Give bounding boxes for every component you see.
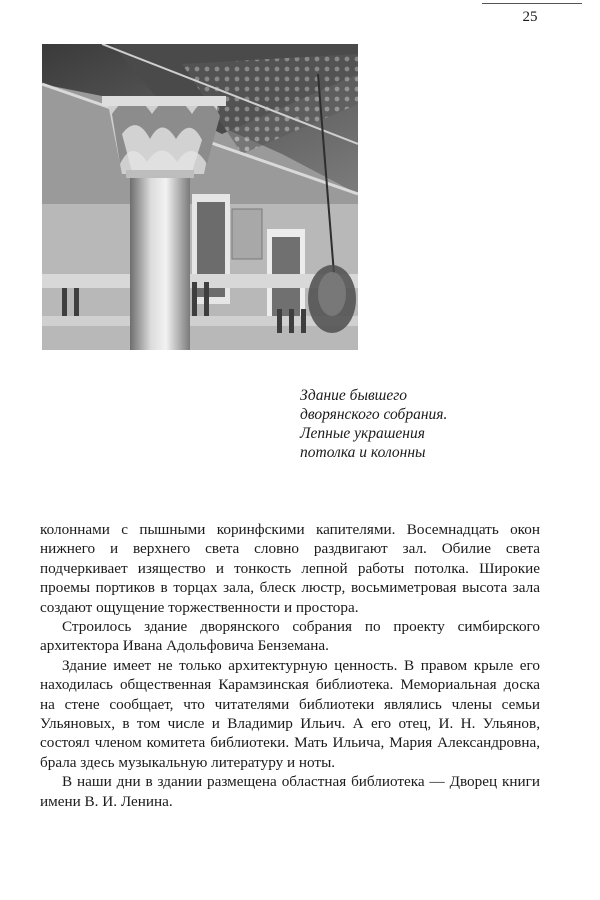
caption-line: Лепные украшения <box>300 425 425 442</box>
caption-line: потолка и колонны <box>300 444 426 461</box>
photo-caption <box>300 386 560 462</box>
body-text <box>40 520 540 811</box>
paragraph: Строилось здание дворянского собрания по проекту симбирского архитектора Ивана Адольфовича Бенземана. <box>40 618 540 655</box>
paragraph: колоннами с пышными коринфскими капителями. Восемнадцать окон нижнего и верхнего света словно раздвигают зал. Обилие света подчеркивает изящество и тонкость лепной работы потолка. Широкие проемы портиков в торцах зала, блеск люстр, восьмиметровая высота зала создают ощущение торжественности и простора. <box>40 521 540 616</box>
top-rule <box>482 3 582 4</box>
paragraph: В наши дни в здании размещена областная библиотека — Дворец книги имени В. И. Ленина. <box>40 773 540 810</box>
column-capital-photo <box>42 44 358 350</box>
caption-line: Здание бывшего <box>300 387 408 404</box>
page-number: 25 <box>522 9 538 25</box>
caption-line: дворянского собрания. <box>300 406 448 423</box>
paragraph: Здание имеет не только архитектурную ценность. В правом крыле его находилась общественная Карамзинская библиотека. Мемориальная доска на стене сообщает, что читателями библиотеки являлись члены семьи Ульяновых, в том числе и Владимир Ильич. А его отец, И. Н. Ульянов, состоял членом комитета библиотеки. Мать Ильича, Мария Александровна, брала здесь музыкальную литературу и ноты. <box>40 656 540 771</box>
